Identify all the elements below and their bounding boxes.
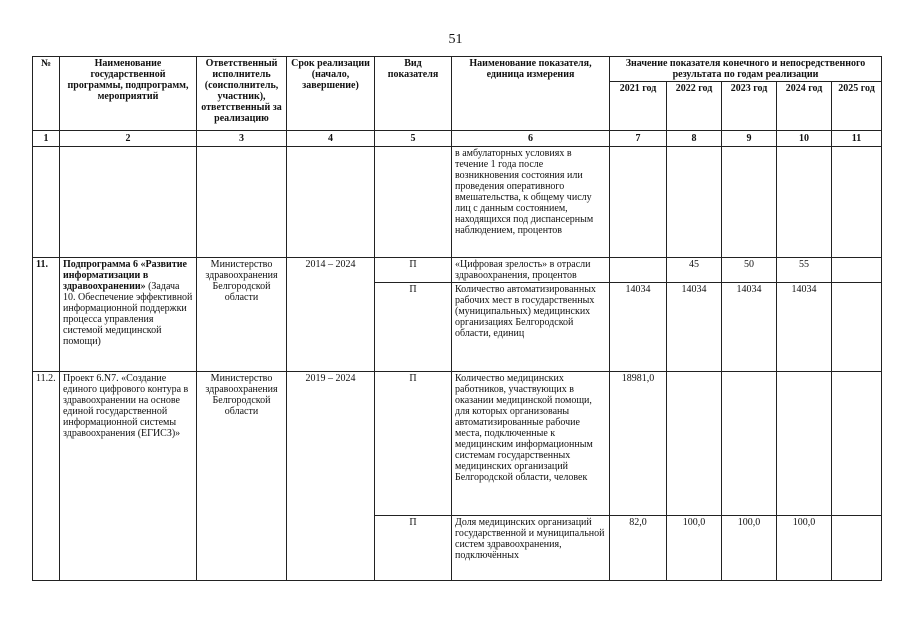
indicator-name: в амбулаторных условиях в течение 1 года после возникновения состояния или проведения оперативного вмешательства, к общему числу лиц с данным состоянием, находящихся под диспансерным наблюдением, процентов bbox=[452, 147, 610, 258]
responsible-executor: Министерство здравоохранения Белгородской области bbox=[197, 258, 287, 372]
value-2025 bbox=[832, 283, 882, 372]
column-number: 6 bbox=[452, 131, 610, 147]
column-number: 5 bbox=[375, 131, 452, 147]
column-number: 7 bbox=[610, 131, 667, 147]
column-number: 1 bbox=[33, 131, 60, 147]
indicator-type: П bbox=[375, 283, 452, 372]
header-year: 2023 год bbox=[722, 82, 777, 131]
column-number: 10 bbox=[777, 131, 832, 147]
header-year: 2024 год bbox=[777, 82, 832, 131]
header-no: № bbox=[33, 57, 60, 131]
row-number: 11.2. bbox=[33, 372, 60, 581]
header-year: 2021 год bbox=[610, 82, 667, 131]
indicator-type: П bbox=[375, 516, 452, 581]
indicator-name: Доля медицинских организаций государственной и муниципальной систем здравоохранения, подключённых bbox=[452, 516, 610, 581]
value-2022: 45 bbox=[667, 258, 722, 283]
column-number: 4 bbox=[287, 131, 375, 147]
value-2024: 14034 bbox=[777, 283, 832, 372]
value-2024: 100,0 bbox=[777, 516, 832, 581]
value-2021: 14034 bbox=[610, 283, 667, 372]
value-2022 bbox=[667, 372, 722, 516]
column-number: 3 bbox=[197, 131, 287, 147]
program-name bbox=[60, 258, 197, 372]
indicator-type: П bbox=[375, 372, 452, 516]
value-2022: 14034 bbox=[667, 283, 722, 372]
value-2021: 82,0 bbox=[610, 516, 667, 581]
value-2024 bbox=[777, 372, 832, 516]
header-type: Вид показателя bbox=[375, 57, 452, 131]
indicator-name: Количество автоматизированных рабочих мест в государственных (муниципальных) медицинских организациях Белгородской области, единиц bbox=[452, 283, 610, 372]
value-2025 bbox=[832, 258, 882, 283]
value-2023: 14034 bbox=[722, 283, 777, 372]
row-number: 11. bbox=[33, 258, 60, 372]
header-indicator: Наименование показателя, единица измерения bbox=[452, 57, 610, 131]
column-number: 8 bbox=[667, 131, 722, 147]
column-number: 11 bbox=[832, 131, 882, 147]
indicators-table bbox=[32, 56, 882, 581]
value-2023: 50 bbox=[722, 258, 777, 283]
value-2025 bbox=[832, 516, 882, 581]
header-row bbox=[33, 57, 882, 82]
indicator-name: «Цифровая зрелость» в отрасли здравоохранения, процентов bbox=[452, 258, 610, 283]
indicator-type: П bbox=[375, 258, 452, 283]
value-2024: 55 bbox=[777, 258, 832, 283]
program-name-task: (Задача 10. Обеспечение эффективной информационной поддержки процесса управления системой медицинской помощи) bbox=[63, 281, 193, 347]
implementation-term: 2014 – 2024 bbox=[287, 258, 375, 372]
header-term: Срок реализации (начало, завершение) bbox=[287, 57, 375, 131]
header-name: Наименование государственной программы, подпрограмм, мероприятий bbox=[60, 57, 197, 131]
page-number: 51 bbox=[448, 32, 463, 47]
responsible-executor: Министерство здравоохранения Белгородской области bbox=[197, 372, 287, 581]
project-name: Проект 6.N7. «Создание единого цифрового контура в здравоохранении на основе единой государственной информационной системы здравоохранения (ЕГИСЗ)» bbox=[60, 372, 197, 581]
program-name-title: Подпрограмма 6 «Развитие информатизации в здравоохранении» bbox=[63, 259, 187, 292]
header-responsible: Ответственный исполнитель (соисполнитель, участник), ответственный за реализацию bbox=[197, 57, 287, 131]
implementation-term: 2019 – 2024 bbox=[287, 372, 375, 581]
header-values-group: Значение показателя конечного и непосредственного результата по годам реализации bbox=[610, 57, 882, 82]
value-2023: 100,0 bbox=[722, 516, 777, 581]
header-year: 2025 год bbox=[832, 82, 882, 131]
indicator-name: Количество медицинских работников, участвующих в оказании медицинской помощи, для которых организованы автоматизированные рабочие места, подключенные к медицинским информационным системам государственных медицинских организаций Белгородской области, человек bbox=[452, 372, 610, 516]
column-number: 9 bbox=[722, 131, 777, 147]
value-2025 bbox=[832, 372, 882, 516]
value-2023 bbox=[722, 372, 777, 516]
table-row-continuation bbox=[33, 147, 882, 258]
table-row-11-2 bbox=[33, 372, 882, 516]
column-numbers-row bbox=[33, 131, 882, 147]
value-2022: 100,0 bbox=[667, 516, 722, 581]
header-year: 2022 год bbox=[667, 82, 722, 131]
table-row-11 bbox=[33, 258, 882, 283]
column-number: 2 bbox=[60, 131, 197, 147]
value-2021 bbox=[610, 258, 667, 283]
value-2021: 18981,0 bbox=[610, 372, 667, 516]
